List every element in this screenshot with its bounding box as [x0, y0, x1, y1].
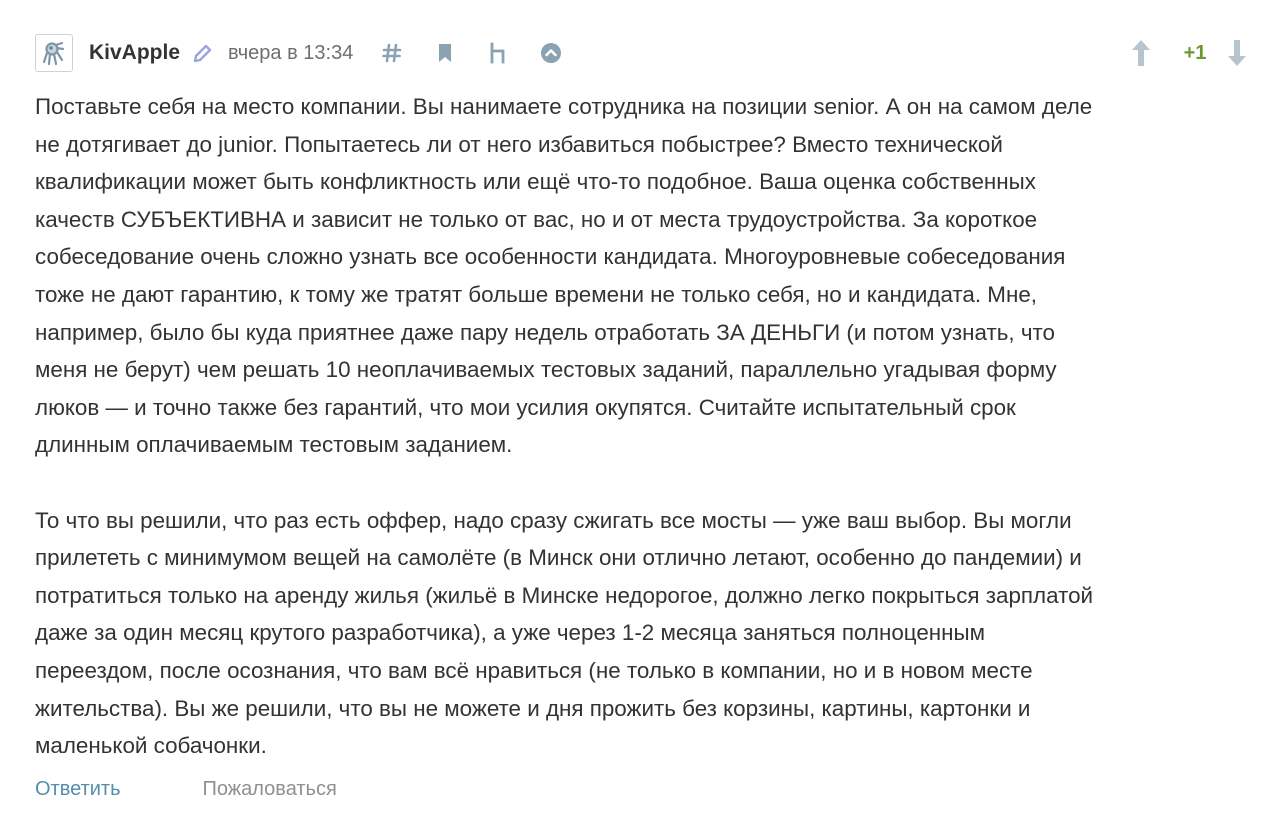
text-line: То что вы решили, что раз есть оффер, надо сразу сжигать все мосты — уже ваш выбор. Вы могли: [35, 507, 1072, 533]
text-line: переездом, после осознания, что вам всё нравиться (не только в компании, но и в новом месте: [35, 657, 1033, 683]
comment: [35, 30, 1260, 765]
text-line: качеств СУБЪЕКТИВНА и зависит не только от вас, но и от места трудоустройства. За короткое: [35, 206, 1038, 232]
text-line: меня не берут) чем решать 10 неоплачиваемых тестовых заданий, параллельно угадывая форму: [35, 357, 1057, 383]
robot-avatar-icon[interactable]: [35, 34, 73, 72]
comment-body: [35, 88, 1260, 765]
arrow-up-icon[interactable]: [1128, 37, 1154, 69]
reply-link[interactable]: Ответить: [35, 778, 121, 800]
comment-actions: [35, 778, 337, 801]
text-line: не дотягивает до junior. Попытаетесь ли от него избавиться побыстрее? Вместо технической: [35, 131, 1003, 157]
arrow-down-icon[interactable]: [1224, 37, 1250, 69]
text-line: квалификации может быть конфликтность или ещё что-то подобное. Ваша оценка собственных: [35, 169, 1036, 195]
text-line: длинным оплачиваемым тестовым заданием.: [35, 432, 513, 458]
text-line: потратиться только на аренду жилья (жильё в Минске недорогое, должно легко покрыться зарплатой: [35, 582, 1094, 608]
pencil-icon: [192, 42, 214, 64]
parent-arrow-icon[interactable]: [485, 40, 511, 66]
text-line: даже за один месяц крутого разработчика), а уже через 1-2 месяца заняться полноценным: [35, 620, 986, 646]
text-line: жительства). Вы же решили, что вы не можете и дня прожить без корзины, картины, картонки и: [35, 695, 1031, 721]
comment-timestamp[interactable]: вчера в 13:34: [228, 41, 354, 64]
text-line: тоже не дают гарантию, к тому же тратят больше времени не только себя, но и кандидата. Мне,: [35, 281, 1037, 307]
text-line: маленькой собачонки.: [35, 733, 267, 759]
comment-header: [35, 30, 1260, 76]
comment-paragraph-2: [35, 502, 1260, 765]
author-name[interactable]: KivApple: [89, 41, 181, 64]
text-line: прилететь с минимумом вещей на самолёте (в Минск они отлично летают, особенно до пандемии) и: [35, 545, 1082, 571]
voting: [1128, 36, 1250, 70]
comment-score: +1: [1183, 41, 1207, 64]
text-line: Поставьте себя на место компании. Вы нанимаете сотрудника на позиции senior. А он на самом деле: [35, 94, 1093, 119]
hash-icon[interactable]: [379, 40, 405, 66]
chevron-up-circle-icon[interactable]: [538, 40, 564, 66]
bookmark-icon[interactable]: [432, 40, 458, 66]
text-line: люков — и точно также без гарантий, что мои усилия окупятся. Считайте испытательный срок: [35, 394, 1016, 420]
comment-paragraph-1: [35, 88, 1260, 464]
text-line: собеседование очень сложно узнать все особенности кандидата. Многоуровневые собеседования: [35, 244, 1066, 270]
report-link[interactable]: Пожаловаться: [202, 778, 337, 800]
text-line: например, было бы куда приятнее даже пару недель отработать ЗА ДЕНЬГИ (и потом узнать, что: [35, 319, 1055, 345]
